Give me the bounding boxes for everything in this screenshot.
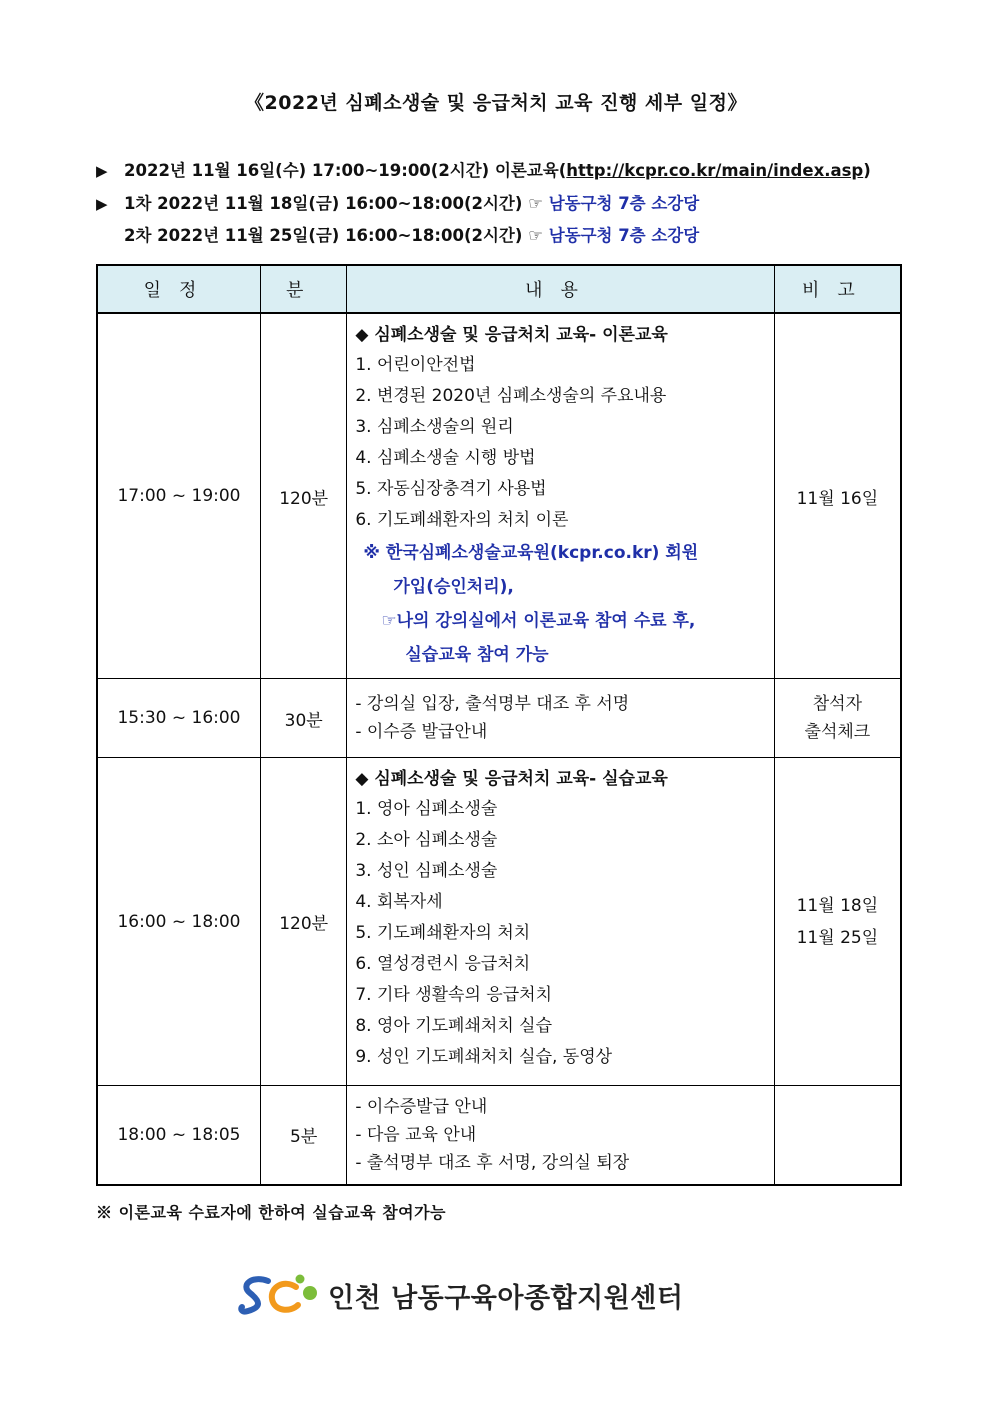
note-line: 참석자 [812, 694, 863, 714]
row-minutes: 120분 [261, 758, 347, 1086]
list-item: - 다음 교육 안내 [355, 1124, 477, 1145]
list-item: 4. 회복자세 [355, 892, 443, 912]
info-line2-prefix: 1차 2022년 11월 18일(금) 16:00~18:00(2시간) [124, 194, 523, 213]
table-header-row [97, 265, 901, 313]
list-item: 6. 열성경련시 응급처치 [355, 954, 531, 974]
theory-link[interactable]: http://kcpr.co.kr/main/index.asp [566, 161, 864, 180]
info-line1-suffix: ) [863, 161, 871, 180]
section-heading: ◆ 심폐소생술 및 응급처치 교육- 이론교육 [355, 325, 668, 345]
notice-line: 실습교육 참여 가능 [405, 645, 549, 665]
row-note [774, 313, 901, 679]
row-minutes: 120분 [261, 313, 347, 679]
list-item: 3. 심폐소생술의 원리 [355, 417, 514, 437]
session2-place: 남동구청 7층 소강당 [548, 226, 700, 245]
row-time: 15:30 ~ 16:00 [97, 679, 261, 758]
row-time: 16:00 ~ 18:00 [97, 758, 261, 1086]
header-schedule: 일정 [97, 265, 261, 313]
center-logo-icon [238, 1273, 320, 1317]
notice-line: ☞나의 강의실에서 이론교육 참여 수료 후, [381, 611, 696, 631]
note-line: 출석체크 [804, 722, 871, 742]
list-item: - 강의실 입장, 출석명부 대조 후 서명 [355, 694, 630, 714]
pointing-hand-icon: ☞ [528, 194, 543, 213]
table-row [97, 758, 901, 1086]
info-line-session1 [96, 190, 699, 214]
list-item: 4. 심폐소생술 시행 방법 [355, 448, 536, 468]
session1-place: 남동구청 7층 소강당 [548, 194, 700, 213]
list-item: 5. 자동심장충격기 사용법 [355, 479, 547, 499]
row-time: 18:00 ~ 18:05 [97, 1086, 261, 1185]
list-item: 2. 변경된 2020년 심폐소생술의 주요내용 [355, 386, 667, 406]
note-line: 11월 16일 [796, 488, 879, 509]
section-heading: ◆ 심폐소생술 및 응급처치 교육- 실습교육 [355, 769, 668, 789]
list-item: 1. 영아 심폐소생술 [355, 799, 498, 819]
row-content [347, 1086, 774, 1185]
list-item: - 이수증발급 안내 [355, 1096, 488, 1117]
notice-line: 가입(승인처리), [393, 577, 514, 597]
center-logo [238, 1270, 683, 1320]
schedule-table [96, 264, 902, 1186]
row-note [774, 679, 901, 758]
center-name: 인천 남동구육아종합지원센터 [328, 1282, 684, 1314]
info-line-session2 [96, 222, 699, 246]
pointing-hand-icon: ☞ [528, 226, 543, 245]
header-content: 내용 [347, 265, 774, 313]
table-row [97, 1086, 901, 1185]
header-note: 비고 [774, 265, 901, 313]
note-line: 11월 18일 [796, 895, 879, 916]
row-content [347, 758, 774, 1086]
arrow-icon: ▶ [96, 162, 108, 180]
list-item: 8. 영아 기도폐쇄처치 실습 [355, 1016, 552, 1036]
arrow-icon: ▶ [96, 195, 108, 213]
page-title: 《2022년 심폐소생술 및 응급처치 교육 진행 세부 일정》 [245, 92, 747, 114]
list-item: 9. 성인 기도폐쇄처치 실습, 동영상 [355, 1047, 613, 1067]
list-item: 7. 기타 생활속의 응급처치 [355, 985, 552, 1005]
row-minutes: 5분 [261, 1086, 347, 1185]
list-item: - 출석명부 대조 후 서명, 강의실 퇴장 [355, 1152, 630, 1173]
list-item: - 이수증 발급안내 [355, 722, 488, 742]
info-line1-prefix: 2022년 11월 16일(수) 17:00~19:00(2시간) 이론교육( [124, 161, 567, 180]
row-content [347, 313, 774, 679]
row-time: 17:00 ~ 19:00 [97, 313, 261, 679]
row-content [347, 679, 774, 758]
info-line3-prefix: 2차 2022년 11월 25일(금) 16:00~18:00(2시간) [124, 226, 523, 245]
list-item: 6. 기도폐쇄환자의 처치 이론 [355, 510, 569, 530]
note-line: 11월 25일 [796, 927, 879, 948]
table-row [97, 313, 901, 679]
list-item: 1. 어린이안전법 [355, 355, 476, 375]
notice-line: ※ 한국심폐소생술교육원(kcpr.co.kr) 회원 [363, 543, 699, 563]
list-item: 2. 소아 심폐소생술 [355, 830, 498, 850]
row-minutes: 30분 [261, 679, 347, 758]
row-note [774, 1086, 901, 1185]
info-line-theory [96, 157, 871, 181]
list-item: 5. 기도폐쇄환자의 처치 [355, 923, 531, 943]
header-minutes: 분 [261, 265, 347, 313]
list-item: 3. 성인 심폐소생술 [355, 861, 498, 881]
row-note [774, 758, 901, 1086]
footnote: ※ 이론교육 수료자에 한하여 실습교육 참여가능 [96, 1203, 447, 1222]
table-row [97, 679, 901, 758]
